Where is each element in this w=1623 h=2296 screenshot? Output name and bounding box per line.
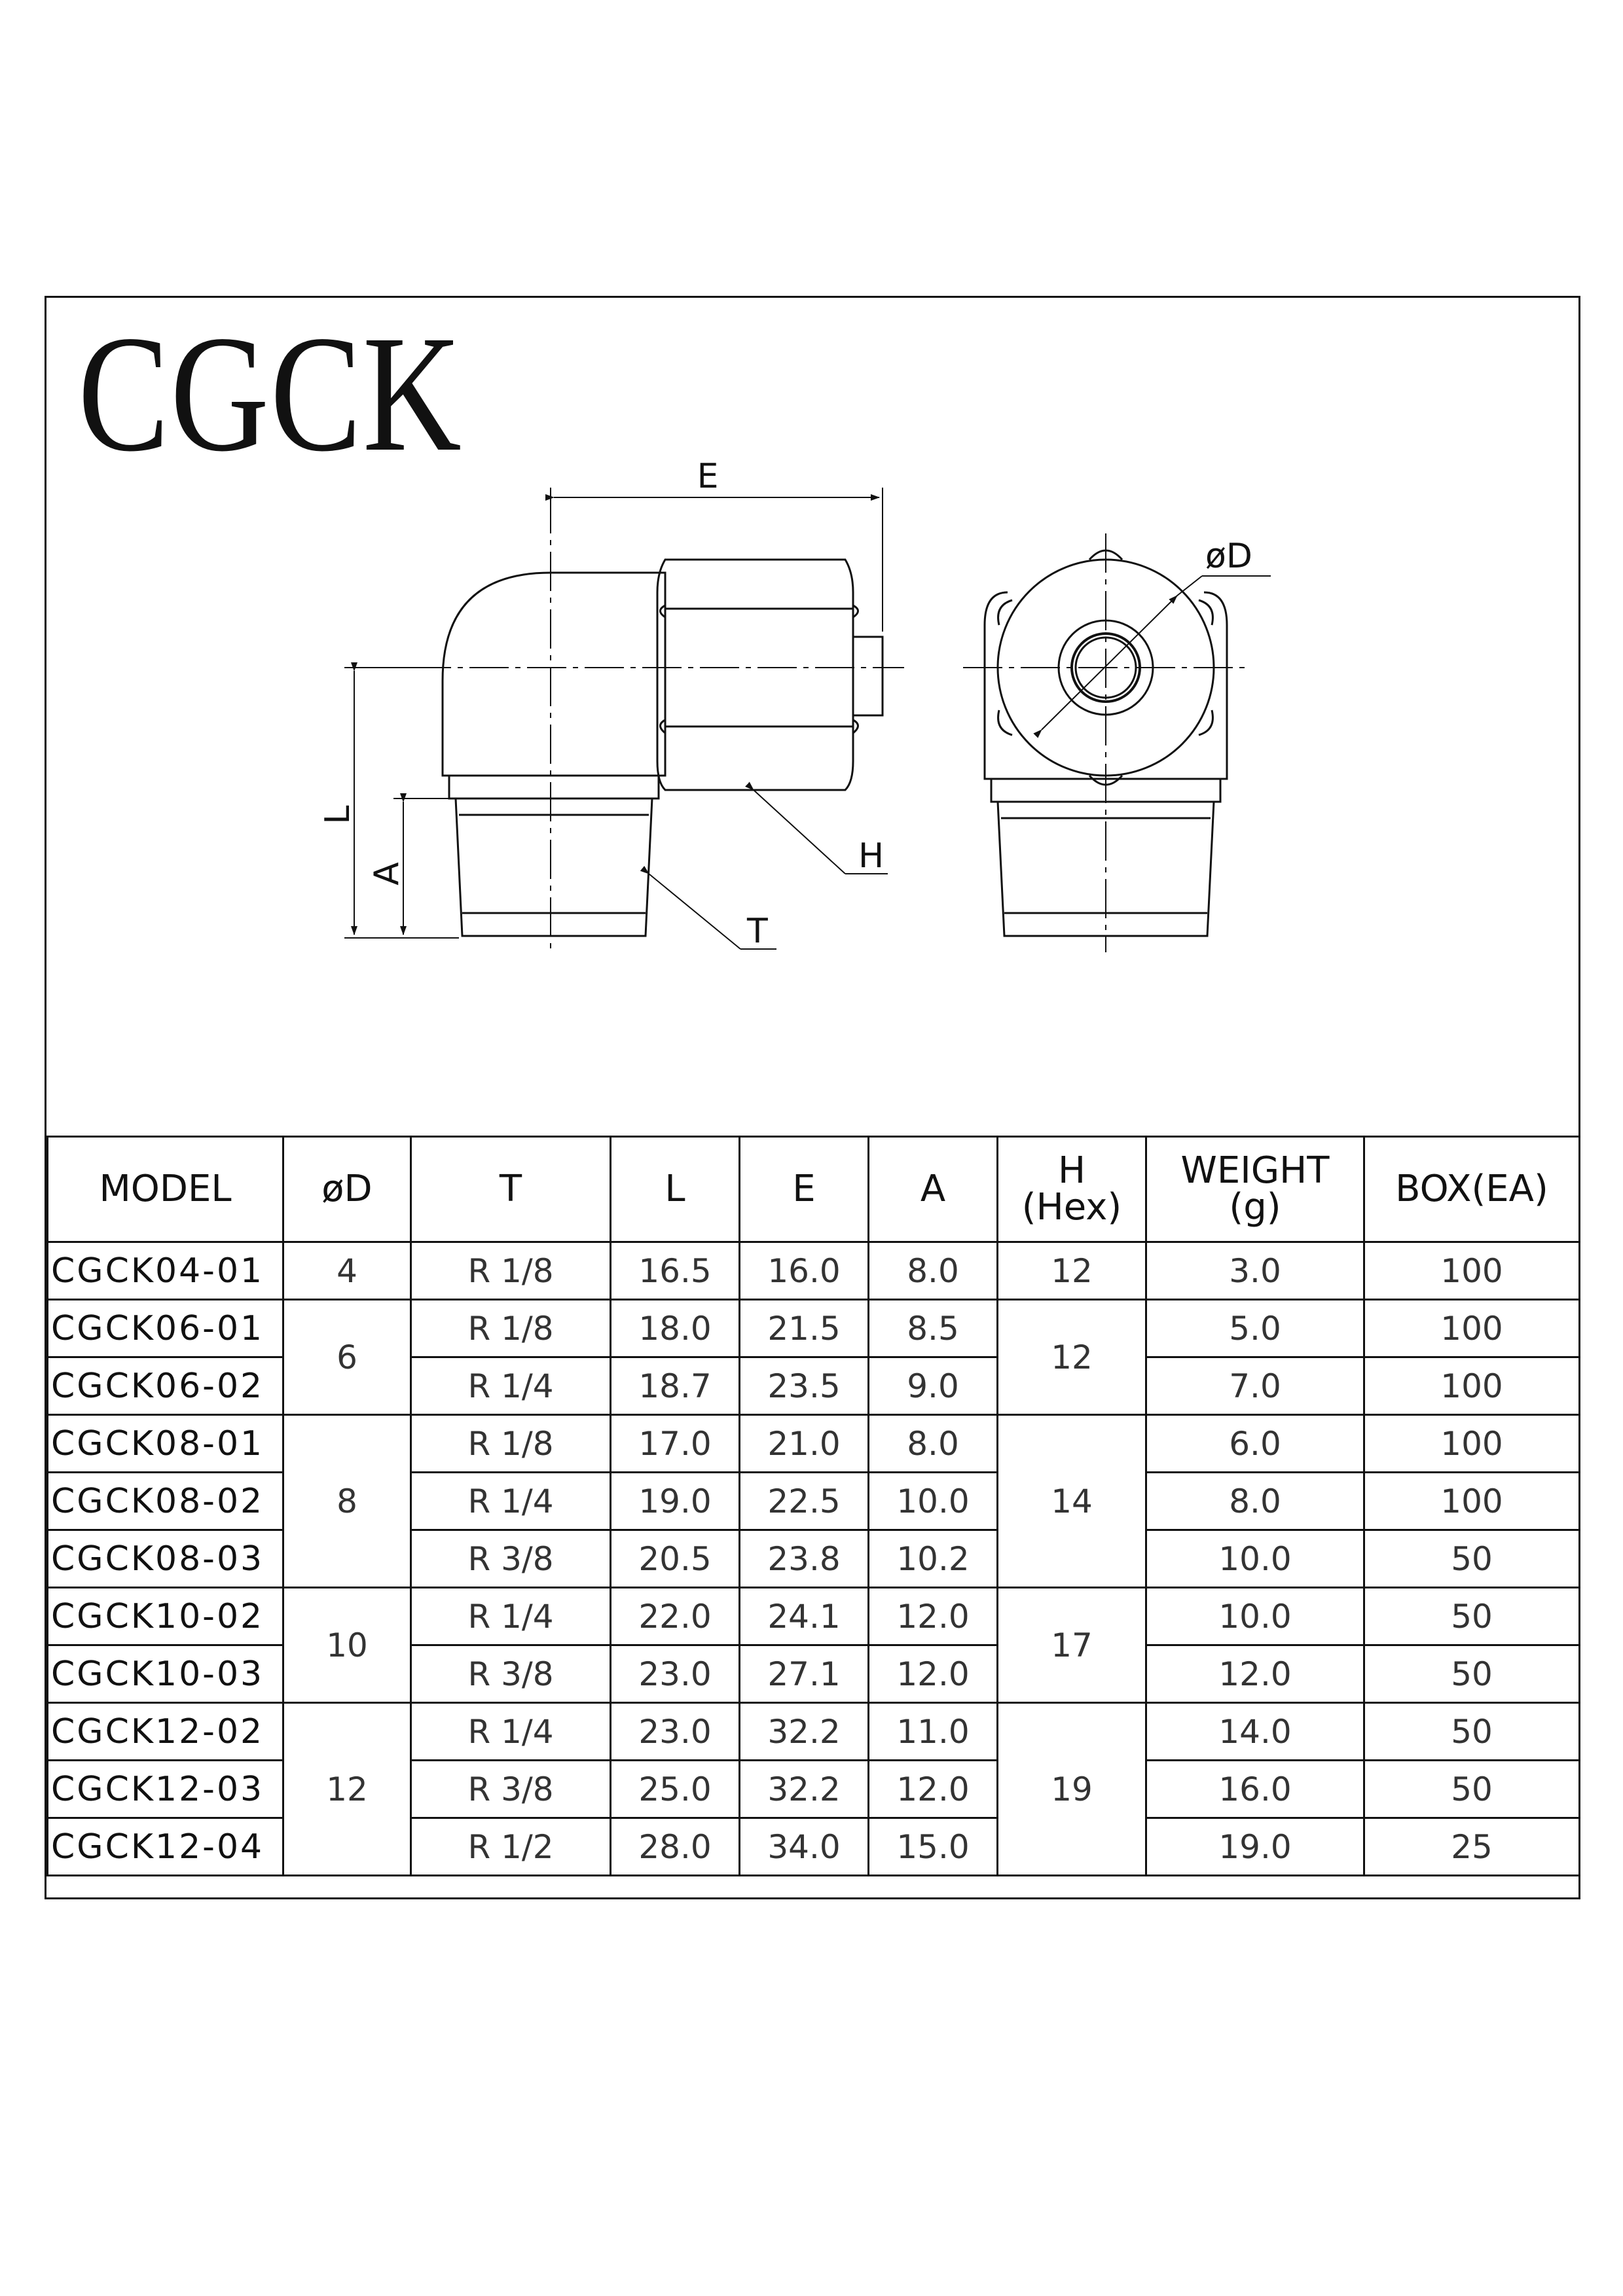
cell-model: CGCK10-03 [48,1645,283,1703]
spec-table [46,1136,1580,1876]
dim-label-a: A [367,862,407,886]
table-row [48,1357,1580,1415]
cell-t: R 1/2 [411,1818,611,1876]
cell-t: R 1/8 [411,1415,611,1473]
cell-d: 8 [283,1415,411,1588]
cell-t: R 3/8 [411,1761,611,1818]
cell-e: 34.0 [740,1818,869,1876]
elbow-body [443,573,665,776]
cell-l: 20.5 [611,1530,740,1588]
cell-t: R 1/4 [411,1588,611,1645]
cell-a: 15.0 [869,1818,998,1876]
cell-weight: 19.0 [1146,1818,1364,1876]
cell-l: 18.0 [611,1300,740,1357]
header-model: MODEL [48,1137,283,1242]
cell-weight: 10.0 [1146,1530,1364,1588]
cell-a: 12.0 [869,1645,998,1703]
cell-t: R 1/8 [411,1300,611,1357]
cell-t: R 3/8 [411,1645,611,1703]
cell-l: 25.0 [611,1761,740,1818]
table-row [48,1645,1580,1703]
dim-label-l: L [318,805,357,825]
cell-t: R 1/4 [411,1473,611,1530]
dim-label-t: T [747,912,768,951]
cell-model: CGCK12-03 [48,1761,283,1818]
cell-h: 19 [998,1703,1146,1876]
cell-model: CGCK10-02 [48,1588,283,1645]
cell-box: 50 [1364,1761,1580,1818]
cell-l: 22.0 [611,1588,740,1645]
table-row [48,1473,1580,1530]
cell-box: 50 [1364,1645,1580,1703]
cell-a: 11.0 [869,1703,998,1761]
cell-box: 50 [1364,1703,1580,1761]
cell-model: CGCK08-03 [48,1530,283,1588]
header-weight [1146,1137,1364,1242]
cell-t: R 3/8 [411,1530,611,1588]
cell-l: 23.0 [611,1645,740,1703]
cell-h: 14 [998,1415,1146,1588]
table-row [48,1818,1580,1876]
header-h [998,1137,1146,1242]
technical-drawing [46,298,1578,1136]
cell-t: R 1/4 [411,1703,611,1761]
header-t: T [411,1137,611,1242]
cell-weight: 8.0 [1146,1473,1364,1530]
cell-box: 25 [1364,1818,1580,1876]
header-l: L [611,1137,740,1242]
cell-e: 23.5 [740,1357,869,1415]
cell-box: 100 [1364,1242,1580,1300]
cell-l: 19.0 [611,1473,740,1530]
cell-box: 50 [1364,1588,1580,1645]
thread-section [456,798,652,936]
cell-e: 24.1 [740,1588,869,1645]
table-row [48,1300,1580,1357]
cell-weight: 14.0 [1146,1703,1364,1761]
cell-a: 10.0 [869,1473,998,1530]
cell-model: CGCK12-02 [48,1703,283,1761]
cell-l: 18.7 [611,1357,740,1415]
table-row [48,1761,1580,1818]
cell-l: 17.0 [611,1415,740,1473]
dim-label-h: H [858,836,884,876]
table-row [48,1588,1580,1645]
cell-a: 12.0 [869,1588,998,1645]
front-view [963,533,1271,952]
cell-e: 16.0 [740,1242,869,1300]
cell-l: 23.0 [611,1703,740,1761]
cell-h: 12 [998,1242,1146,1300]
cell-e: 32.2 [740,1761,869,1818]
cell-box: 100 [1364,1473,1580,1530]
cell-e: 22.5 [740,1473,869,1530]
cell-e: 23.8 [740,1530,869,1588]
dim-label-d: øD [1205,537,1252,576]
cell-box: 100 [1364,1300,1580,1357]
dim-label-e: E [697,457,719,496]
cell-model: CGCK04-01 [48,1242,283,1300]
cell-box: 50 [1364,1530,1580,1588]
cell-weight: 16.0 [1146,1761,1364,1818]
cell-a: 12.0 [869,1761,998,1818]
cell-box: 100 [1364,1357,1580,1415]
cell-weight: 5.0 [1146,1300,1364,1357]
cell-t: R 1/8 [411,1242,611,1300]
cell-l: 16.5 [611,1242,740,1300]
cell-h: 12 [998,1300,1146,1415]
table-header-row [48,1137,1580,1242]
cell-t: R 1/4 [411,1357,611,1415]
tube-stub [853,637,883,715]
cell-model: CGCK08-02 [48,1473,283,1530]
cell-d: 10 [283,1588,411,1703]
spec-sheet [45,296,1580,1899]
cell-a: 10.2 [869,1530,998,1588]
cell-weight: 12.0 [1146,1645,1364,1703]
cell-h: 17 [998,1588,1146,1703]
cell-weight: 3.0 [1146,1242,1364,1300]
header-box: BOX(EA) [1364,1137,1580,1242]
header-a: A [869,1137,998,1242]
cell-weight: 10.0 [1146,1588,1364,1645]
cell-model: CGCK12-04 [48,1818,283,1876]
cell-d: 4 [283,1242,411,1300]
hex-nut [657,560,853,790]
header-h-line2: (Hex) [1021,1186,1122,1229]
cell-model: CGCK06-02 [48,1357,283,1415]
cell-a: 8.5 [869,1300,998,1357]
header-h-line1: H [1057,1149,1086,1192]
header-weight-line1: WEIGHT [1180,1149,1330,1192]
cell-e: 21.0 [740,1415,869,1473]
table-row [48,1530,1580,1588]
header-weight-line2: (g) [1229,1186,1281,1229]
cell-weight: 7.0 [1146,1357,1364,1415]
cell-e: 32.2 [740,1703,869,1761]
cell-weight: 6.0 [1146,1415,1364,1473]
product-title: CGCK [78,302,463,486]
cell-box: 100 [1364,1415,1580,1473]
table-row [48,1242,1580,1300]
cell-d: 12 [283,1703,411,1876]
header-e: E [740,1137,869,1242]
cell-model: CGCK06-01 [48,1300,283,1357]
cell-a: 8.0 [869,1242,998,1300]
cell-e: 21.5 [740,1300,869,1357]
table-row [48,1703,1580,1761]
table-row [48,1415,1580,1473]
cell-a: 8.0 [869,1415,998,1473]
header-d: øD [283,1137,411,1242]
cell-e: 27.1 [740,1645,869,1703]
cell-d: 6 [283,1300,411,1415]
cell-a: 9.0 [869,1357,998,1415]
cell-l: 28.0 [611,1818,740,1876]
cell-model: CGCK08-01 [48,1415,283,1473]
side-view [318,457,904,952]
